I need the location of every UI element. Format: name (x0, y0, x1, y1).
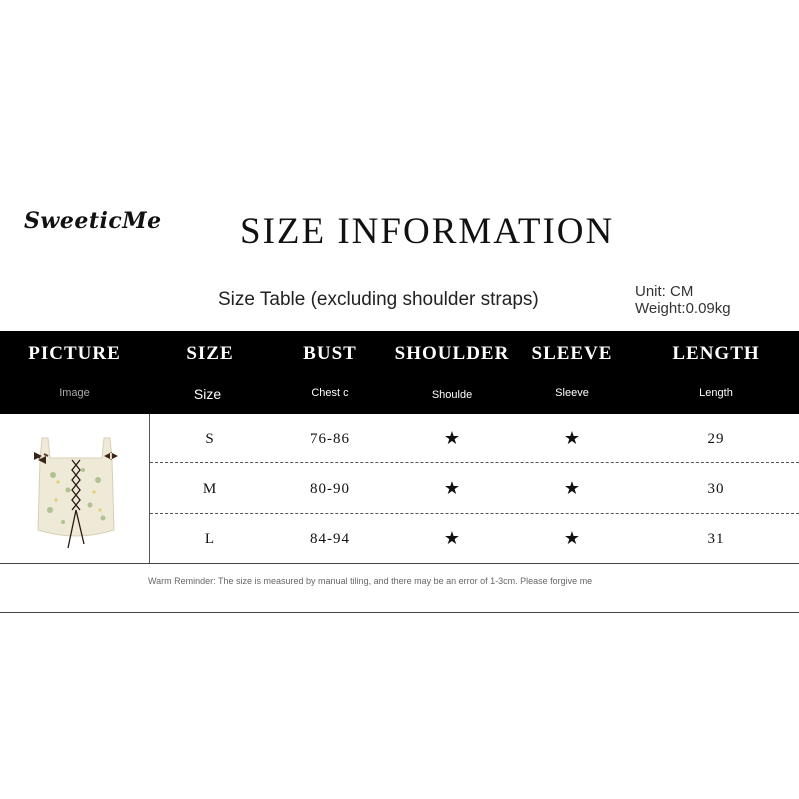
row-l-shoulder-star-icon: ★ (443, 528, 461, 548)
row-s-length: 29 (707, 431, 725, 447)
header-bust-sub: Chest c (311, 387, 349, 399)
header-shoulder: SHOULDER (394, 343, 510, 364)
row-l-sleeve-star-icon: ★ (563, 528, 581, 548)
header-picture: PICTURE (28, 343, 121, 364)
row-s-shoulder-star-icon: ★ (443, 428, 461, 448)
header-size-sub: Size (193, 386, 222, 402)
row-divider (150, 513, 799, 514)
header-length: LENGTH (672, 343, 760, 364)
row-s-size: S (205, 431, 215, 447)
header-size: SIZE (186, 343, 234, 364)
header-picture-sub: Image (59, 387, 90, 399)
row-l-length: 31 (707, 531, 725, 547)
row-m-length: 30 (707, 481, 725, 497)
row-l-bust: 84-94 (310, 531, 350, 547)
row-s-bust: 76-86 (310, 431, 350, 447)
row-divider (150, 462, 799, 463)
reminder-bottom-rule (0, 612, 799, 613)
unit-label: Unit: CM (635, 283, 694, 300)
table-header (0, 331, 799, 414)
table-bottom-rule (0, 563, 799, 564)
row-l-size: L (204, 531, 216, 547)
table-subtitle: Size Table (excluding shoulder straps) (218, 289, 539, 310)
row-m-sleeve-star-icon: ★ (563, 478, 581, 498)
page-title: SIZE INFORMATION (240, 211, 615, 252)
header-sleeve: SLEEVE (531, 343, 613, 364)
product-image (28, 430, 124, 552)
header-bust: BUST (303, 343, 357, 364)
row-s-sleeve-star-icon: ★ (563, 428, 581, 448)
brand-logo: SweeticMe (24, 208, 162, 234)
row-m-size: M (202, 481, 218, 497)
header-length-sub: Length (699, 387, 733, 399)
header-sleeve-sub: Sleeve (555, 387, 589, 399)
header-shoulder-sub: Shoulde (431, 389, 473, 401)
row-m-bust: 80-90 (310, 481, 350, 497)
row-m-shoulder-star-icon: ★ (443, 478, 461, 498)
unit-info (635, 283, 731, 317)
warm-reminder: Warm Reminder: The size is measured by manual tiling, and there may be an error of 1-3cm. Please forgive me (148, 576, 593, 586)
weight-label: Weight:0.09kg (635, 300, 731, 317)
